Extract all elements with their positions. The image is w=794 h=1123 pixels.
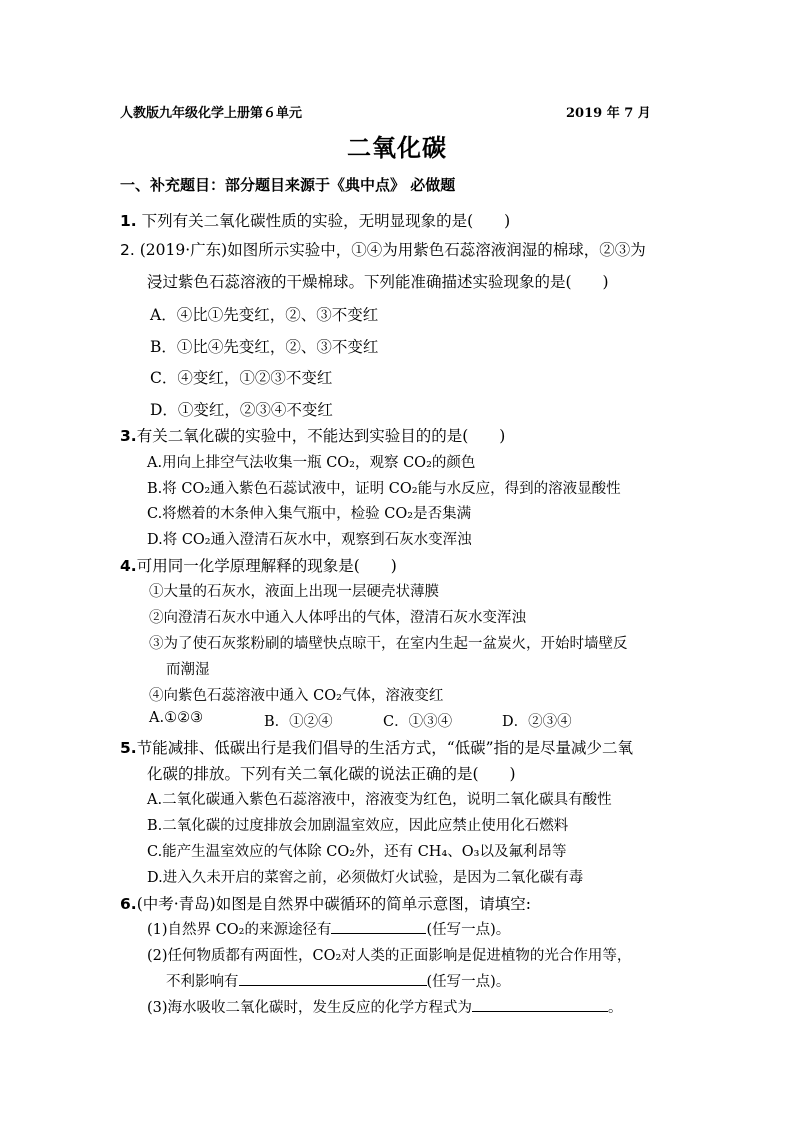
- question-6-text: (中考·青岛)如图是自然界中碳循环的简单示意图，请填空:: [136, 895, 531, 913]
- question-6: [120, 892, 531, 914]
- question-2-option-a: A．④比①先变红，②、③不变红: [150, 306, 379, 324]
- question-2: [120, 238, 646, 260]
- question-6-sub-2-line-1: (2)任何物质都有两面性，CO₂对人类的正面影响是促进植物的光合作用等，: [147, 948, 632, 964]
- answer-blank-2[interactable]: [239, 971, 427, 986]
- question-5-option-a: A.二氧化碳通入紫色石蕊溶液中，溶液变为红色，说明二氧化碳具有酸性: [147, 792, 612, 808]
- question-6-sub-3-prefix: (3)海水吸收二氧化碳时，发生反应的化学方程式为: [147, 1000, 473, 1016]
- question-6-sub-2: [166, 970, 510, 991]
- question-2-option-d: D．①变红，②③④不变红: [150, 401, 333, 419]
- question-4-number: 4.: [120, 557, 137, 575]
- question-2-option-c: C．④变红，①②③不变红: [150, 369, 333, 387]
- question-3-text: 有关二氧化碳的实验中，不能达到实验目的的是( ): [136, 427, 506, 445]
- question-4-item-4: ④向紫色石蕊溶液中通入 CO₂气体，溶液变红: [149, 688, 444, 704]
- question-4-item-2: ②向澄清石灰水中通入人体呼出的气体，澄清石灰水变浑浊: [149, 610, 526, 626]
- question-4-option-c: C．①③④: [383, 714, 453, 730]
- question-6-sub-1-suffix: (任写一点)。: [426, 922, 511, 938]
- question-2-option-b: B．①比④先变红，②、③不变红: [150, 338, 379, 356]
- header-course: 人教版九年级化学上册第６单元: [120, 106, 303, 121]
- answer-blank-1[interactable]: [331, 919, 426, 934]
- question-1-number: 1.: [120, 212, 137, 230]
- question-6-number: 6.: [120, 895, 137, 913]
- question-2-number: 2.: [120, 241, 135, 259]
- question-5: [120, 736, 633, 758]
- question-2-line-1: (2019·广东)如图所示实验中，①④为用紫色石蕊溶液润湿的棉球，②③为: [139, 241, 646, 259]
- question-5-option-c: C.能产生温室效应的气体除 CO₂外，还有 CH₄、O₃以及氟利昂等: [147, 844, 567, 860]
- question-6-sub-2-suffix: (任写一点)。: [426, 974, 511, 990]
- question-5-option-b: B.二氧化碳的过度排放会加剧温室效应，因此应禁止使用化石燃料: [147, 818, 569, 834]
- question-4-option-a: A.①②③: [149, 710, 204, 726]
- question-6-sub-3-suffix: 。: [608, 1000, 623, 1016]
- question-1-text: 下列有关二氧化碳性质的实验，无明显现象的是( ): [141, 212, 511, 230]
- question-6-sub-1: [147, 918, 510, 939]
- question-4-text: 可用同一化学原理解释的现象是( ): [136, 557, 397, 575]
- question-3-option-d: D.将 CO₂通入澄清石灰水中，观察到石灰水变浑浊: [147, 532, 472, 548]
- answer-blank-3[interactable]: [472, 997, 608, 1012]
- page-title: 二氧化碳: [347, 133, 447, 162]
- question-2-line-2: 浸过紫色石蕊溶液的干燥棉球。下列能准确描述实验现象的是( ): [147, 273, 609, 291]
- question-6-sub-2-prefix: 不利影响有: [166, 974, 239, 990]
- question-5-option-d: D.进入久未开启的菜窖之前，必须做灯火试验，是因为二氧化碳有毒: [147, 870, 584, 886]
- question-4-option-d: D．②③④: [502, 714, 572, 730]
- header-date: 2019 年 7 月: [566, 106, 651, 121]
- question-4: [120, 554, 397, 576]
- question-6-sub-1-prefix: (1)自然界 CO₂的来源途径有: [147, 922, 332, 938]
- question-4-option-b: B．①②④: [264, 714, 333, 730]
- question-5-line-2: 化碳的排放。下列有关二氧化碳的说法正确的是( ): [147, 765, 516, 783]
- question-6-sub-3: [147, 996, 623, 1017]
- question-3-option-c: C.将燃着的木条伸入集气瓶中，检验 CO₂是否集满: [147, 506, 472, 522]
- question-3-option-b: B.将 CO₂通入紫色石蕊试液中，证明 CO₂能与水反应，得到的溶液显酸性: [147, 481, 621, 497]
- question-3-number: 3.: [120, 427, 137, 445]
- question-4-item-1: ①大量的石灰水，液面上出现一层硬壳状薄膜: [149, 584, 439, 600]
- question-5-line-1: 节能减排、低碳出行是我们倡导的生活方式，“低碳”指的是尽量减少二氧: [136, 739, 634, 757]
- question-3: [120, 424, 505, 446]
- question-5-number: 5.: [120, 739, 137, 757]
- question-4-item-3: ③为了使石灰浆粉刷的墙壁快点晾干，在室内生起一盆炭火，开始时墙壁反: [149, 636, 628, 652]
- question-3-option-a: A.用向上排空气法收集一瓶 CO₂，观察 CO₂的颜色: [147, 455, 476, 471]
- question-4-item-3-cont: 而潮湿: [166, 662, 210, 678]
- section-heading: 一、补充题目：部分题目来源于《典中点》 必做题: [120, 176, 456, 194]
- question-1: [120, 209, 510, 231]
